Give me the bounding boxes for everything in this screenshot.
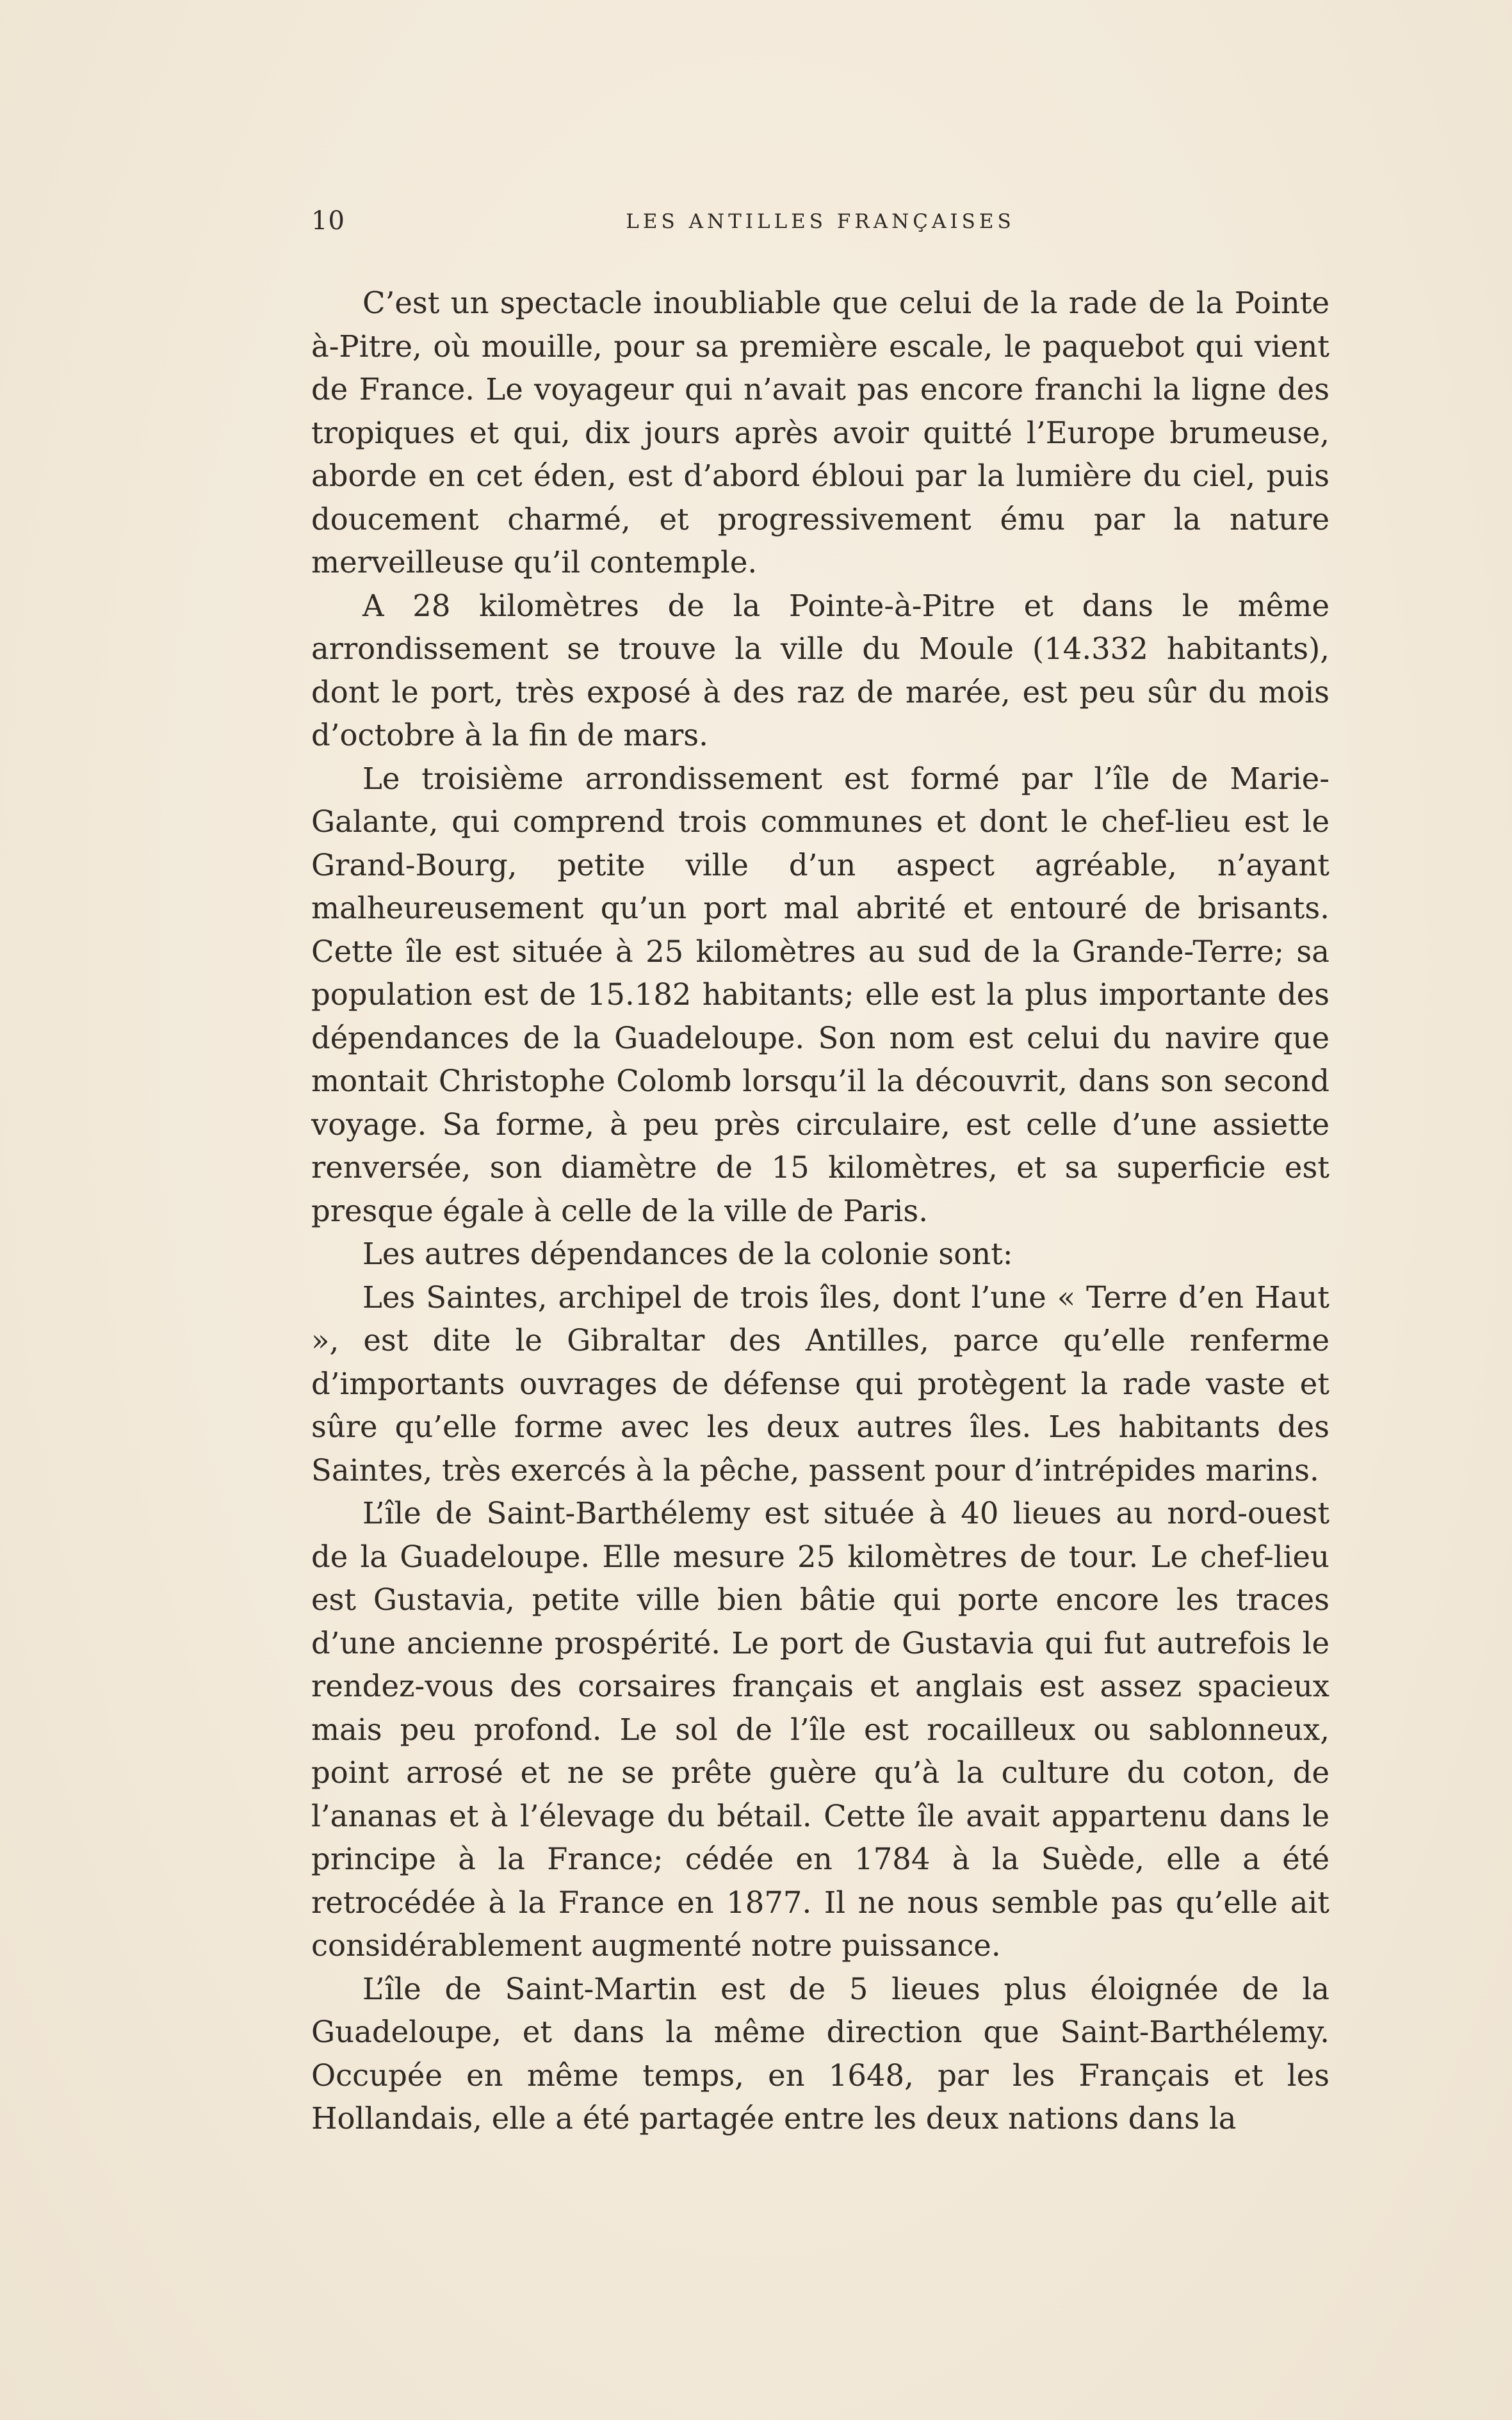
paragraph-saint-barthelemy: L’île de Saint-Barthélemy est située à 40 lieues au nord-ouest de la Guadeloupe. Elle mesure 25 kilomètres de tour. Le chef-lieu est Gustavia, petite ville bien bâtie qui porte encore les traces d’une ancienne prospérité. Le port de Gustavia qui fut autrefois le rendez-vous des corsaires français et anglais est assez spacieux mais peu profond. Le sol de l’île est rocailleux ou sablonneux, point arrosé et ne se prête guère qu’à la culture du coton, de l’ananas et à l’élevage du bétail. Cette île avait appartenu dans le principe à la France; cédée en 1784 à la Suède, elle a été retrocédée à la France en 1877. Il ne nous semble pas qu’elle ait considérablement augmenté notre puissance. xyxy=(311,1496,1329,1963)
page-number: 10 xyxy=(311,206,345,236)
running-title: LES ANTILLES FRANÇAISES xyxy=(626,210,1015,233)
body-text xyxy=(311,282,1329,2141)
paragraph-saintes: Les Saintes, archipel de trois îles, dont l’une « Terre d’en Haut », est dite le Gibraltar des Antilles, parce qu’elle renferme d’importants ouvrages de défense qui protègent la rade vaste et sûre qu’elle forme avec les deux autres îles. Les habitants des Saintes, très exercés à la pêche, passent pour d’intrépides marins. xyxy=(311,1279,1329,1488)
page-header xyxy=(311,206,1329,245)
paragraph-rade-pointe-a-pitre: C’est un spectacle inoubliable que celui de la rade de la Pointe à-Pitre, où mouille, pour sa première escale, le paquebot qui vient de France. Le voyageur qui n’avait pas encore franchi la ligne des tropiques et qui, dix jours après avoir quitté l’Europe brumeuse, aborde en cet éden, est d’abord ébloui par la lumière du ciel, puis doucement charmé, et progressivement ému par la nature merveilleuse qu’il contemple. xyxy=(311,286,1329,580)
paragraph-saint-martin: L’île de Saint-Martin est de 5 lieues plus éloignée de la Guadeloupe, et dans la même direction que Saint-Barthélemy. Occupée en même temps, en 1648, par les Français et les Hollandais, elle a été partagée entre les deux nations dans la xyxy=(311,1971,1329,2136)
paragraph-moule: A 28 kilomètres de la Pointe-à-Pitre et dans le même arrondissement se trouve la ville du Moule (14.332 habitants), dont le port, très exposé à des raz de marée, est peu sûr du mois d’octobre à la fin de mars. xyxy=(311,588,1329,752)
paragraph-dependances: Les autres dépendances de la colonie sont: xyxy=(362,1237,1013,1271)
paragraph-marie-galante: Le troisième arrondissement est formé par l’île de Marie-Galante, qui comprend trois communes et dont le chef-lieu est le Grand-Bourg, petite ville d’un aspect agréable, n’ayant malheureusement qu’un port mal abrité et entouré de brisants. Cette île est située à 25 kilomètres au sud de la Grande-Terre; sa population est de 15.182 habitants; elle est la plus importante des dépendances de la Guadeloupe. Son nom est celui du navire que montait Christophe Colomb lorsqu’il la découvrit, dans son second voyage. Sa forme, à peu près circulaire, est celle d’une assiette renversée, son diamètre de 15 kilomètres, et sa superficie est presque égale à celle de la ville de Paris. xyxy=(311,761,1329,1228)
